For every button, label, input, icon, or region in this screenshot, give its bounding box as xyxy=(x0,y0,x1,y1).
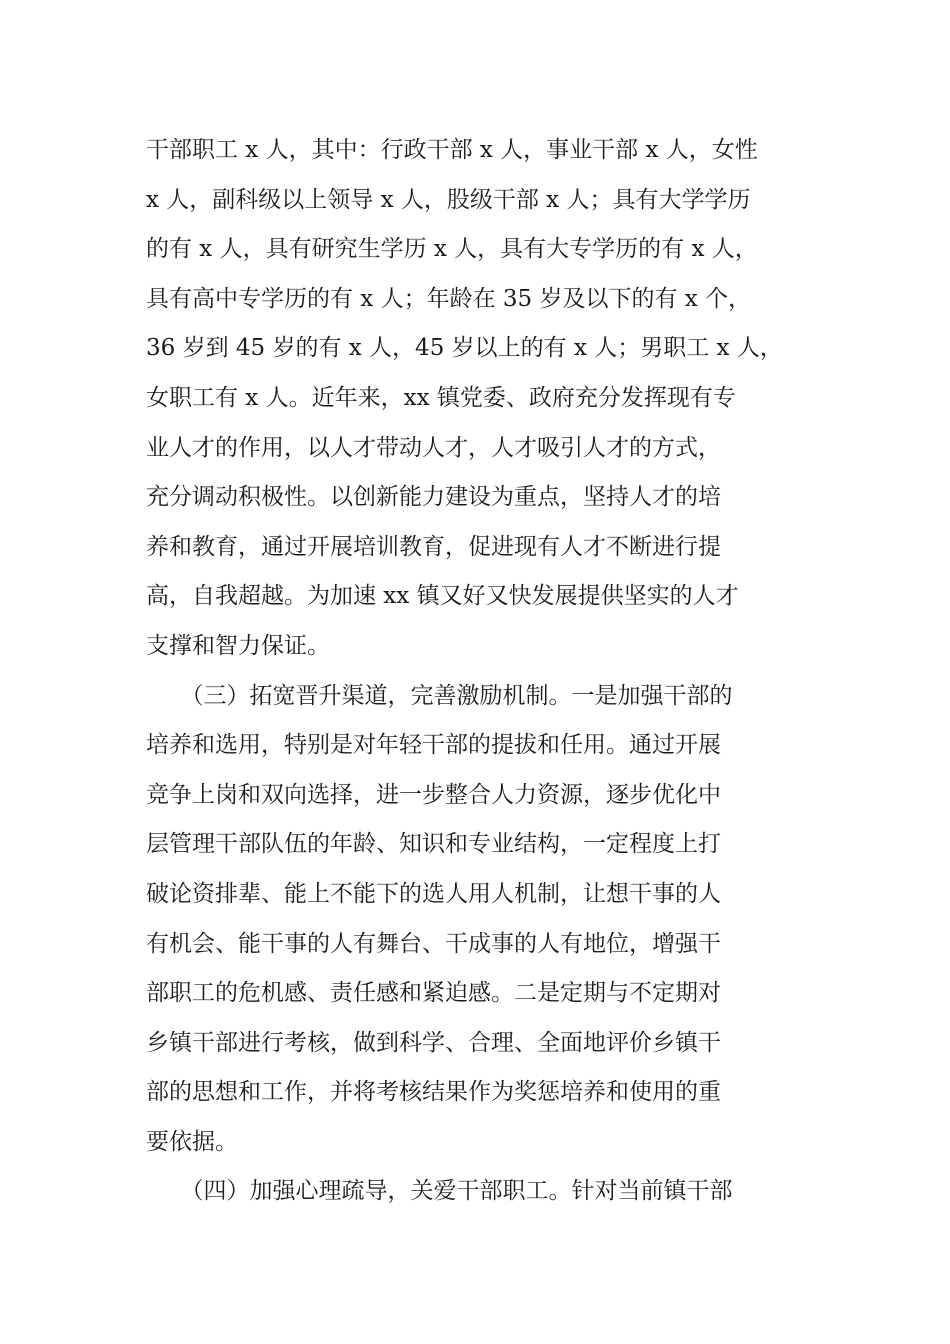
text-line: 竞争上岗和双向选择，进一步整合人力资源，逐步优化中 xyxy=(146,781,721,808)
text-line: 养和教育，通过开展培训教育，促进现有人才不断进行提 xyxy=(146,533,721,560)
text-line: 女职工有 x 人。近年来，xx 镇党委、政府充分发挥现有专 xyxy=(146,384,736,411)
text-line: 干部职工 x 人，其中：行政干部 x 人，事业干部 x 人，女性 xyxy=(146,137,758,163)
text-line: 业人才的作用，以人才带动人才，人才吸引人才的方式， xyxy=(146,434,721,461)
paragraph-heading-line: （三）拓宽晋升渠道，完善激励机制。一是加强干部的 xyxy=(146,682,733,709)
text-line: 的有 x 人，具有研究生学历 x 人，具有大专学历的有 x 人， xyxy=(146,236,758,263)
text-line: 乡镇干部进行考核，做到科学、合理、全面地评价乡镇干 xyxy=(146,1029,721,1056)
text-line: 36 岁到 45 岁的有 x 人，45 岁以上的有 x 人；男职工 x 人， xyxy=(146,335,783,362)
paragraph-heading-line: （四）加强心理疏导，关爱干部职工。针对当前镇干部 xyxy=(146,1178,733,1205)
text-line: 具有高中专学历的有 x 人；年龄在 35 岁及以下的有 x 个， xyxy=(146,285,752,312)
text-line: 部职工的危机感、责任感和紧迫感。二是定期与不定期对 xyxy=(146,980,721,1007)
text-line: 高，自我超越。为加速 xx 镇又好又快发展提供坚实的人才 xyxy=(146,583,739,610)
text-line: 破论资排辈、能上不能下的选人用人机制，让想干事的人 xyxy=(146,880,721,907)
text-line: 部的思想和工作，并将考核结果作为奖惩培养和使用的重 xyxy=(146,1079,721,1106)
text-line: 支撑和智力保证。 xyxy=(146,632,330,659)
text-line: 培养和选用，特别是对年轻干部的提拔和任用。通过开展 xyxy=(146,732,721,759)
text-line: x 人，副科级以上领导 x 人，股级干部 x 人；具有大学学历 xyxy=(146,186,751,213)
text-line: 层管理干部队伍的年龄、知识和专业结构，一定程度上打 xyxy=(146,831,721,858)
text-line: 要依据。 xyxy=(146,1128,238,1155)
document-body xyxy=(146,126,816,1217)
text-line: 有机会、能干事的人有舞台、干成事的人有地位，增强干 xyxy=(146,930,721,957)
text-line: 充分调动积极性。以创新能力建设为重点，坚持人才的培 xyxy=(146,484,721,511)
